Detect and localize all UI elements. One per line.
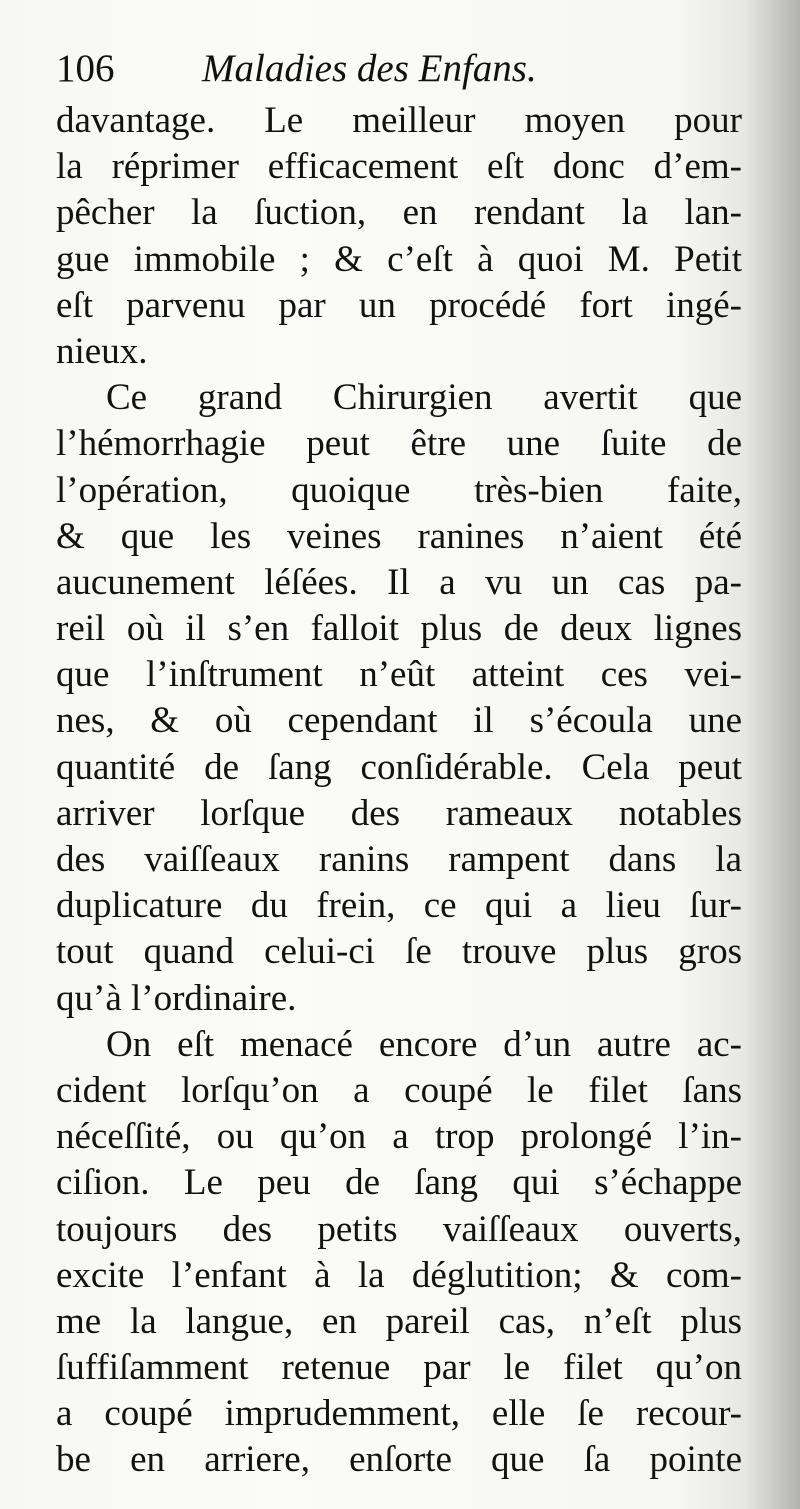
- text-line: la réprimer efficacement eſt donc d’em-: [56, 146, 742, 188]
- text-line: néceſſité, ou qu’on a trop prolongé l’in-: [56, 1116, 742, 1158]
- text-line: ciſion. Le peu de ſang qui s’échappe: [56, 1162, 742, 1204]
- text-line: tout quand celui-ci ſe trouve plus gros: [56, 931, 742, 973]
- running-head: [56, 44, 756, 94]
- text-line: Ce grand Chirurgien avertit que: [106, 377, 742, 419]
- body-text: [56, 98, 742, 1484]
- text-line: eſt parvenu par un procédé fort ingé-: [56, 284, 742, 326]
- running-title: Maladies des Enfans.: [202, 47, 537, 90]
- text-line: nieux.: [56, 330, 148, 372]
- text-line: excite l’enfant à la déglutition; & com-: [56, 1254, 742, 1296]
- text-line: ſuffiſamment retenue par le filet qu’on: [56, 1347, 742, 1389]
- text-line: aucunement léſées. Il a vu un cas pa-: [56, 561, 742, 603]
- text-line: qu’à l’ordinaire.: [56, 977, 297, 1019]
- text-line: arriver lorſque des rameaux notables: [56, 792, 742, 834]
- text-line: l’hémorrhagie peut être une ſuite de: [56, 423, 742, 465]
- text-line: que l’inſtrument n’eût atteint ces vei-: [56, 654, 742, 696]
- text-line: nes, & où cependant il s’écoula une: [56, 700, 742, 742]
- text-line: quantité de ſang conſidérable. Cela peut: [56, 746, 742, 788]
- text-line: reil où il s’en falloit plus de deux lignes: [56, 608, 742, 650]
- text-line: be en arriere, enſorte que ſa pointe: [56, 1439, 742, 1481]
- text-line: toujours des petits vaiſſeaux ouverts,: [56, 1208, 742, 1250]
- text-line: davantage. Le meilleur moyen pour: [56, 100, 742, 141]
- text-line: des vaiſſeaux ranins rampent dans la: [56, 839, 742, 880]
- text-line: gue immobile ; & c’eſt à quoi M. Petit: [56, 238, 742, 280]
- text-line: l’opération, quoique très-bien faite,: [56, 469, 742, 511]
- text-line: me la langue, en pareil cas, n’eſt plus: [56, 1300, 742, 1342]
- text-line: pêcher la ſuction, en rendant la lan-: [56, 192, 742, 234]
- text-line: On eſt menacé encore d’un autre ac-: [106, 1023, 742, 1065]
- text-line: cident lorſqu’on a coupé le filet ſans: [56, 1069, 742, 1111]
- text-line: & que les veines ranines n’aient été: [56, 515, 742, 557]
- page-number: 106: [56, 47, 115, 90]
- text-line: a coupé imprudemment, elle ſe recour-: [56, 1393, 742, 1435]
- text-line: duplicature du frein, ce qui a lieu ſur-: [56, 885, 742, 927]
- page-edge-shadow: [745, 0, 800, 1509]
